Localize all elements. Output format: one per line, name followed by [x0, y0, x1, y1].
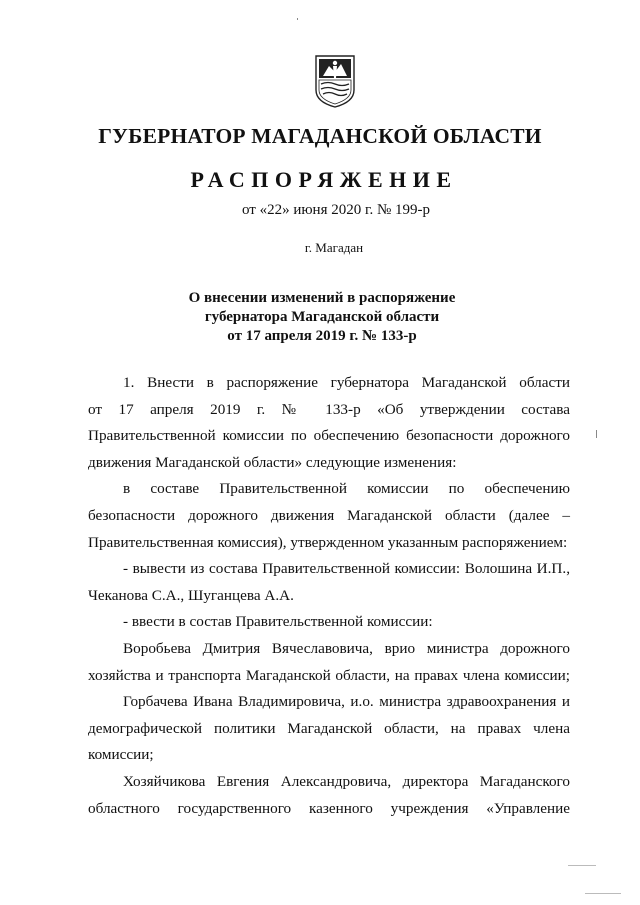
coat-of-arms-emblem	[315, 54, 355, 108]
body-line: областного государственного казенного учреждения «Управление	[88, 799, 570, 817]
body-line: комиссии;	[88, 746, 154, 764]
body-line: безопасности дорожного движения Магаданской области (далее –	[88, 506, 570, 524]
scan-speck	[568, 865, 596, 866]
body-line: 1. Внести в распоряжение губернатора Магаданской области	[123, 374, 570, 391]
body-line: Горбачева Ивана Владимировича, и.о. министра здравоохранения и	[123, 693, 570, 711]
subject-line: от 17 апреля 2019 г. № 133-р	[227, 328, 417, 344]
body-line: демографической политики Магаданской области, на правах члена	[88, 719, 570, 737]
document-body	[88, 370, 570, 822]
body-line: от 17 апреля 2019 г. № 133-р «Об утверждении состава	[88, 400, 570, 418]
body-line: Правительственная комиссия), утвержденном указанным распоряжением:	[88, 533, 568, 551]
authority-title: ГУБЕРНАТОР МАГАДАНСКОЙ ОБЛАСТИ	[98, 124, 542, 148]
coat-of-arms-icon	[315, 54, 355, 108]
body-line: Хозяйчикова Евгения Александровича, директора Магаданского	[123, 772, 570, 790]
body-line: Правительственной комиссии по обеспечению безопасности дорожного	[88, 427, 570, 445]
document-city: г. Магадан	[304, 240, 364, 255]
body-line: хозяйства и транспорта Магаданской области, на правах члена комиссии;	[88, 666, 570, 684]
body-line: Чеканова С.А., Шуганцева А.А.	[88, 586, 294, 604]
body-line: - вывести из состава Правительственной комиссии: Волошина И.П.,	[123, 560, 570, 578]
subject-line: губернатора Магаданской области	[204, 309, 440, 325]
body-line: в составе Правительственной комиссии по обеспечению	[123, 480, 570, 498]
scan-speck	[596, 430, 597, 438]
body-line: движения Магаданской области» следующие изменения:	[88, 453, 457, 471]
body-line: - ввести в состав Правительственной комиссии:	[123, 613, 433, 631]
document-subject	[2, 289, 640, 346]
body-line: Воробьева Дмитрия Вячеславовича, врио министра дорожного	[123, 639, 570, 657]
scan-speck	[585, 893, 621, 894]
document-date-number: от «22» июня 2020 г. № 199-р	[241, 202, 431, 218]
scan-speck	[297, 18, 298, 20]
document-type: РАСПОРЯЖЕНИЕ	[190, 167, 458, 192]
subject-line: О внесении изменений в распоряжение	[188, 290, 456, 306]
